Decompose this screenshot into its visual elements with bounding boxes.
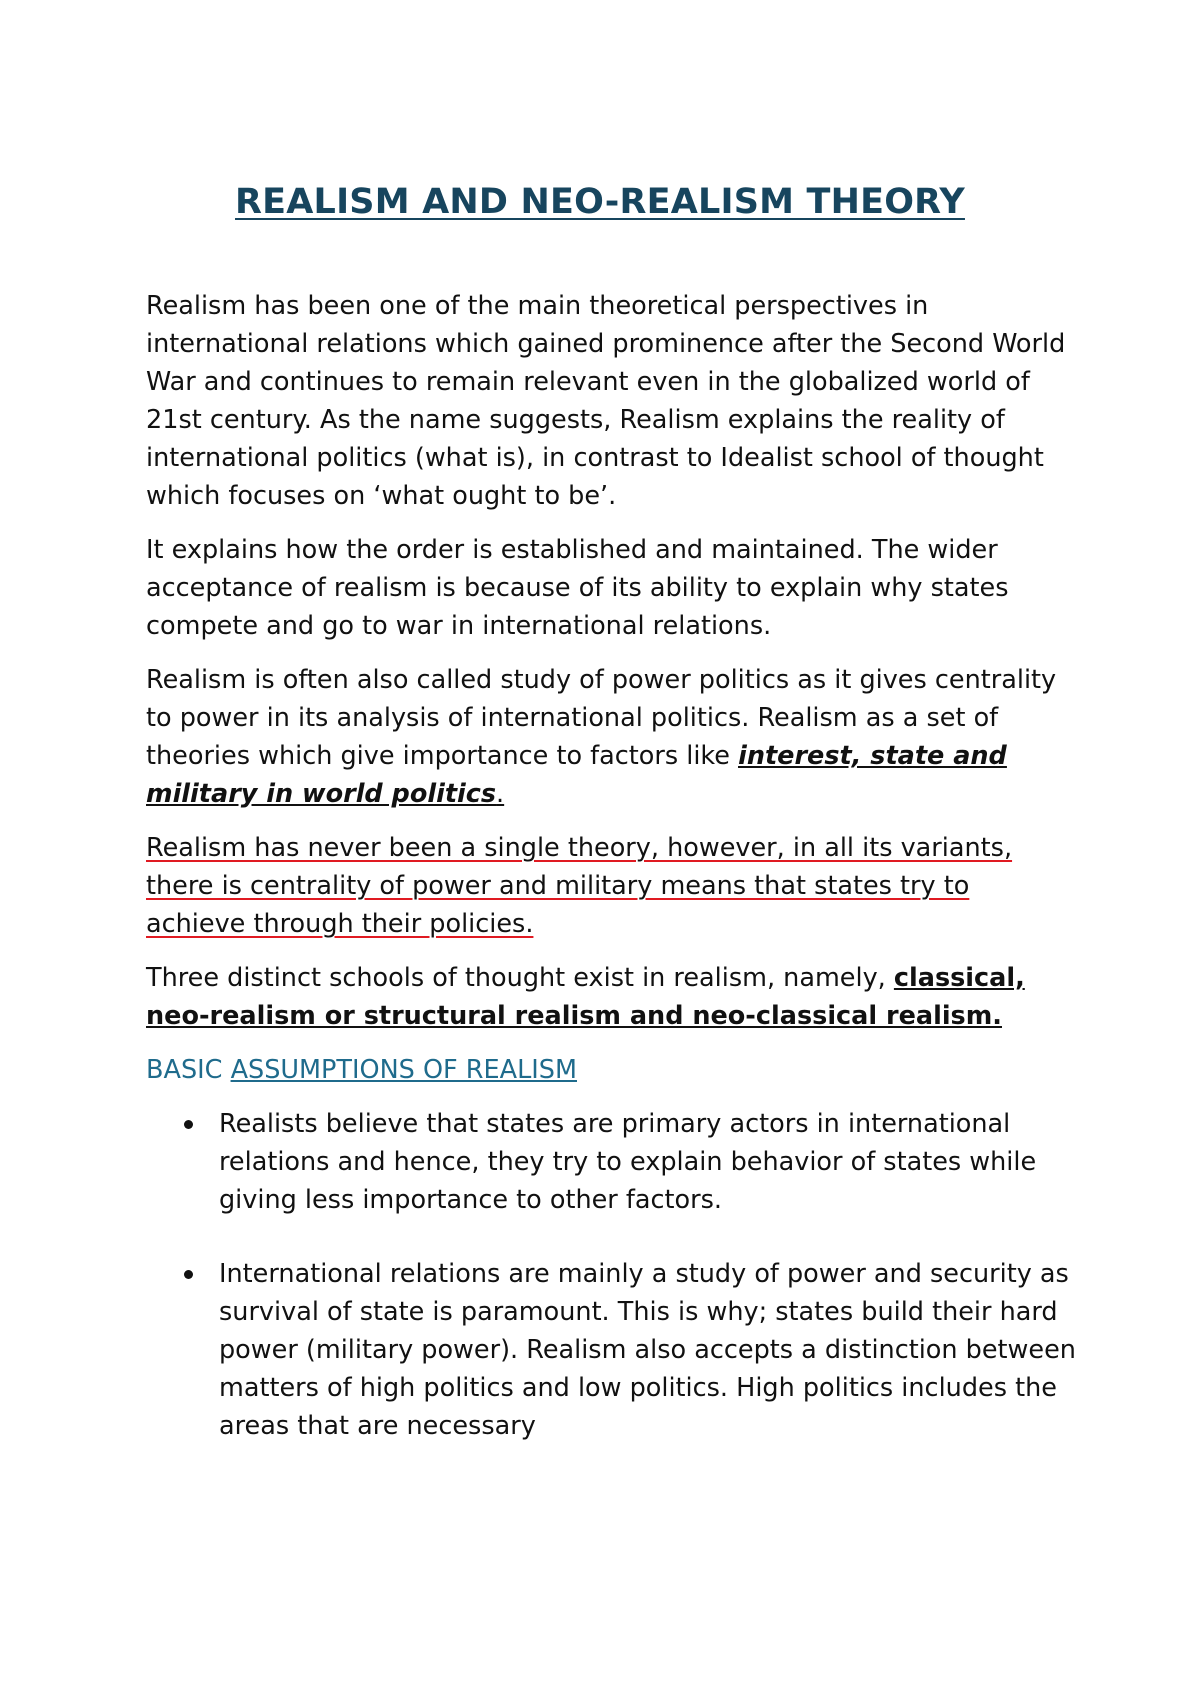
paragraph-power-politics-end: . [496, 779, 505, 809]
bullet-icon [184, 1270, 193, 1279]
document-body [146, 287, 1076, 1481]
assumptions-list [146, 1105, 1076, 1445]
paragraph-order: It explains how the order is established and maintained. The wider acceptance of realism is because of its ability to explain why states compete and go to war in international relations. [146, 535, 1009, 641]
paragraph-power-politics [146, 661, 1076, 813]
red-underlined-text: Realism has never been a single theory, however, in all its variants, there is centrality of power and military means that states try to achieve through their policies. [146, 833, 1013, 939]
paragraph-intro: Realism has been one of the main theoretical perspectives in international relations which gained prominence after the Second World War and continues to remain relevant even in the globalized world of 21st century. As the name suggests, Realism explains the reality of international politics (what is), in contrast to Idealist school of thought which focuses on ‘what ought to be’. [146, 291, 1066, 511]
document-title: REALISM AND NEO-REALISM THEORY [235, 182, 965, 222]
list-item-text: International relations are mainly a study of power and security as survival of state is paramount. This is why; states build their hard power (military power). Realism also accepts a distinction between matters of high politics and low politics. High politics includes the areas that are necessary [219, 1259, 1076, 1441]
paragraph-schools-text: Three distinct schools of thought exist in realism, namely, [146, 963, 894, 993]
section-heading [146, 1051, 1076, 1089]
section-heading-underlined: ASSUMPTIONS OF REALISM [230, 1055, 577, 1085]
paragraph-single-theory [146, 829, 1076, 943]
bullet-icon [184, 1120, 193, 1129]
list-item-text: Realists believe that states are primary actors in international relations and hence, they try to explain behavior of states while giving less importance to other factors. [219, 1109, 1037, 1215]
list-item [146, 1255, 1076, 1445]
paragraph-power-politics-emphasis: interest, state and military in world politics [146, 741, 1007, 809]
paragraph-schools-emphasis: classical, neo-realism or structural realism and neo-classical realism. [146, 963, 1025, 1031]
list-item [146, 1105, 1076, 1219]
paragraph-schools [146, 959, 1076, 1035]
section-heading-prefix: BASIC [146, 1055, 231, 1085]
paragraph-power-politics-text: Realism is often also called study of power politics as it gives centrality to power in its analysis of international politics. Realism as a set of theories which give importance to factors like [146, 665, 1057, 771]
